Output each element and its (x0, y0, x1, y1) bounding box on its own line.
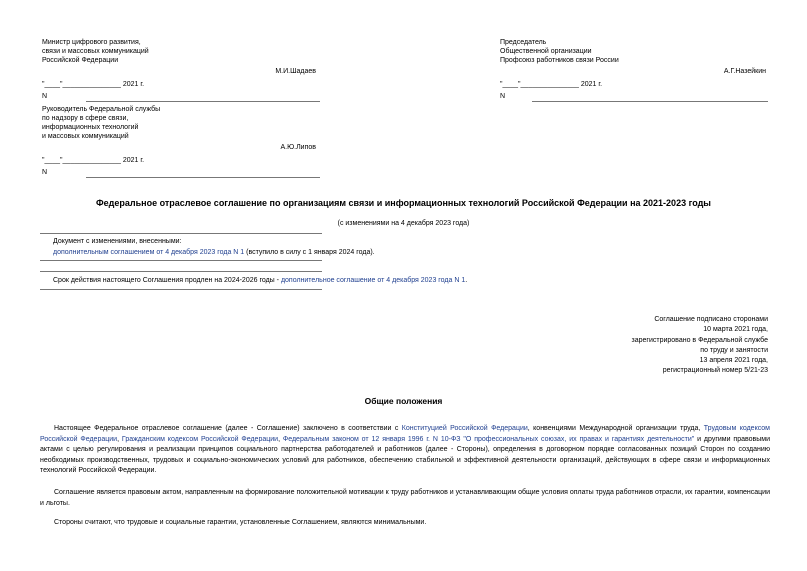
changes-top-line (40, 233, 322, 234)
changes-rest: (вступило в силу с 1 января 2024 года). (244, 249, 375, 256)
labor-code-link[interactable]: Трудовым кодексом Российской Федерации (40, 425, 770, 443)
p1-text1: Настоящее Федеральное отраслевое соглашение (далее - Соглашение) заключено в соответствии с (54, 425, 402, 432)
registration-line2: 10 марта 2021 года, (703, 326, 768, 333)
union-date: "____"_______________ 2021 г. (500, 81, 603, 88)
union-title-line3: Профсоюз работников связи России (500, 57, 619, 64)
p1-text4: , (278, 435, 283, 443)
registration-line4: по труду и занятости (700, 347, 768, 354)
rkn-signer: А.Ю.Липов (280, 144, 316, 151)
paragraph-3: Стороны считают, что трудовые и социальные гарантии, установленные Соглашением, являются минимальными. (54, 519, 427, 526)
rkn-title-line4: и массовых коммуникаций (42, 133, 129, 140)
union-number: N (500, 93, 506, 100)
changes-bottom-line (40, 260, 322, 261)
rkn-title-line1: Руководитель Федеральной службы (42, 106, 161, 113)
p1-text2: , конвенциями Международной организации труда, (527, 425, 704, 432)
minister-number-line (86, 101, 320, 102)
union-number-line (532, 101, 768, 102)
rkn-number-line (86, 177, 320, 178)
civil-code-link[interactable]: Гражданским кодексом Российской Федерации (121, 435, 279, 443)
minister-title-line2: связи и массовых коммуникаций (42, 48, 149, 55)
union-title-line1: Председатель (500, 39, 547, 46)
paragraph-2: Соглашение является правовым актом, направленным на формирование положительной мотивации к труду работников и устанавливающим общие условия оплаты труда работников отрасли, их гарантии, компенсации и льготы. (40, 489, 770, 507)
minister-title-line3: Российской Федерации (42, 57, 119, 64)
section-title: Общие положения (364, 396, 443, 406)
minister-signer: М.И.Шадаев (275, 68, 316, 75)
document-title: Федеральное отраслевое соглашение по организациям связи и информационных технологий Российской Федерации на 2021-2023 годы (96, 198, 711, 208)
extension-link[interactable]: дополнительное соглашение от 4 декабря 2023 года N 1 (280, 277, 466, 284)
extension-bottom-line (40, 289, 322, 290)
p1-text5: и другими правовыми актами с целью регулирования и реализации принципов социального партнерства работодателей и работников (далее - Стороны), определения в договорном порядке согласованных позиций Сторон по созданию необходимых производственных, трудовых и социально-экономических условий для работников, обеспечению стабильной и эффективной деятельности организаций, действующих в сфере связи и информационных технологий Российской Федерации. (40, 435, 770, 474)
union-signer: А.Г.Назейкин (723, 68, 766, 75)
minister-number: N (42, 93, 48, 100)
minister-date: "____"_______________ 2021 г. (42, 81, 145, 88)
rkn-title-line2: по надзору в сфере связи, (42, 115, 129, 122)
constitution-link[interactable]: Конституцией Российской Федерации (401, 425, 528, 432)
rkn-date: "____"_______________ 2021 г. (42, 157, 145, 164)
changes-label: Документ с изменениями, внесенными: (53, 238, 182, 245)
extension-end: . (465, 277, 468, 284)
changes-link[interactable]: дополнительным соглашением от 4 декабря 2023 года N 1 (53, 249, 245, 256)
extension-text: Срок действия настоящего Соглашения продлен на 2024-2026 годы - (53, 277, 281, 284)
rkn-number: N (42, 169, 48, 176)
rkn-title-line3: информационных технологий (42, 124, 139, 131)
changes-line (53, 248, 375, 257)
registration-line6: регистрационный номер 5/21-23 (662, 367, 768, 374)
registration-line3: зарегистрировано в Федеральной службе (631, 337, 768, 344)
paragraph-1 (40, 424, 770, 477)
document-subtitle: (с изменениями на 4 декабря 2023 года) (337, 220, 470, 227)
p1-text3: , (117, 435, 122, 443)
federal-law-link[interactable]: Федеральным законом от 12 января 1996 г. N 10-ФЗ "О профессиональных союзах, их правах и гарантиях деятельности" (282, 435, 695, 443)
registration-line5: 13 апреля 2021 года, (699, 357, 768, 364)
union-title-line2: Общественной организации (500, 48, 592, 55)
extension-top-line (40, 271, 322, 272)
registration-line1: Соглашение подписано сторонами (654, 316, 768, 323)
minister-title-line1: Министр цифрового развития, (42, 39, 141, 46)
extension-line (53, 276, 467, 285)
